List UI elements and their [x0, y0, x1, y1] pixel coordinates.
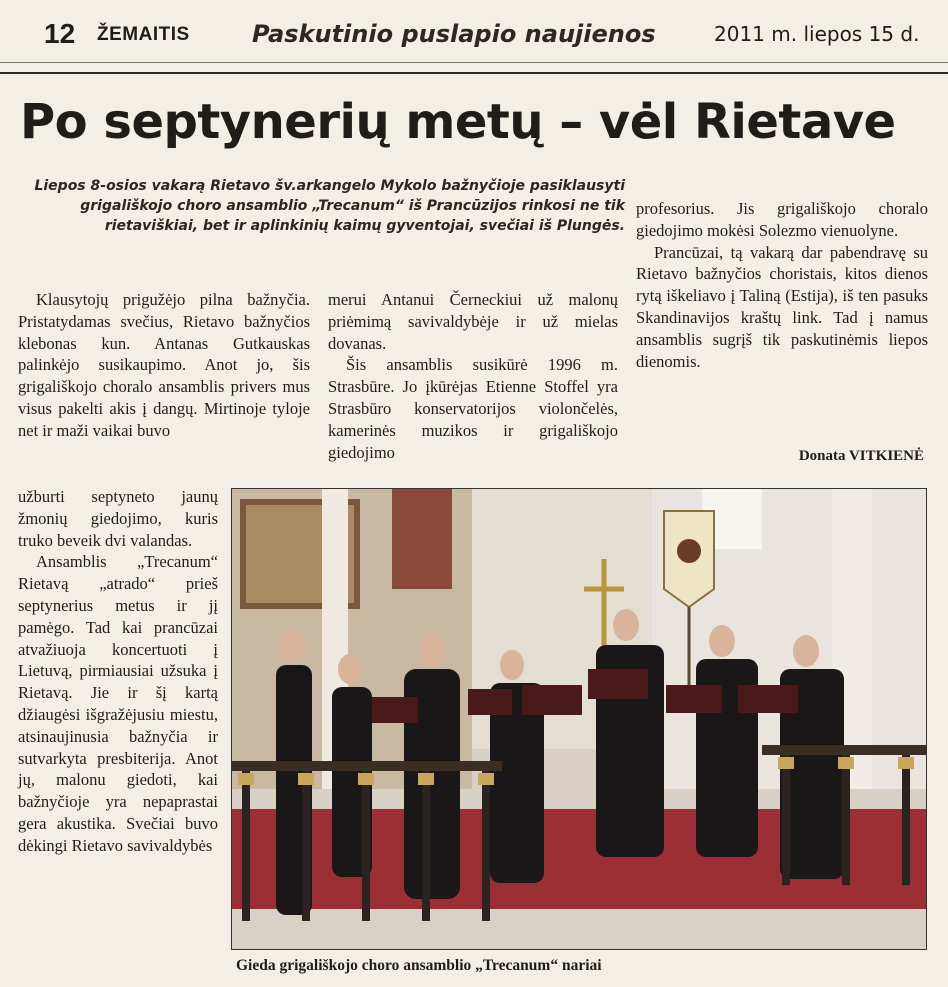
- paragraph: Ansamblis „Trecanum“ Rietavą „atrado“ prieš septynerius metus ir jį pamėgo. Tad kai prancūzai atvažiuoja koncertuoti į Lietuvą, pirmiausiai užsuka į Rietavą. Jie ir šį kartą džiaugėsi išgražėjusiu miestu, atsinaujinusia bažnyčia ir sutvarkyta presbiterija. Anot jų, malonu giedoti, kai bažnyčioje yra nepaprastai gera akustika. Svečiai buvo dėkingi Rietavo savivaldybės: [18, 552, 218, 855]
- paper-name: ŽEMAITIS: [97, 24, 190, 45]
- issue-date: 2011 m. liepos 15 d.: [714, 22, 920, 46]
- paragraph: merui Antanui Černeckiui už malonų priėmimą savivaldybėje ir už mielas dovanas.: [328, 290, 618, 353]
- column-3: [636, 198, 928, 372]
- article-headline: Po septynerių metų – vėl Rietave: [20, 94, 896, 150]
- paragraph: Klausytojų prigužėjo pilna bažnyčia. Pristatydamas svečius, Rietavo bažnyčios klebonas kun. Antanas Gutkauskas palinkėjo susikaupimo. Anot jo, šis grigališkojo choralo ansamblis privers mus visus pakelti akis į dangų. Mirtinoje tyloje net ir maži vaikai buvo: [18, 290, 310, 440]
- photo-caption: Gieda grigališkojo choro ansamblio „Trecanum“ nariai: [236, 957, 602, 974]
- page-number: 12: [44, 18, 76, 49]
- column-1-lower: [18, 486, 218, 857]
- photo-illustration: [232, 489, 926, 949]
- author-byline: Donata VITKIENĖ: [798, 448, 924, 464]
- paragraph: Prancūzai, tą vakarą dar pabendravę su Rietavo bažnyčios choristais, kitos dienos rytą iškeliavo į Taliną (Estija), iš ten pasuks Skandinavijos kraštų link. Tad į namus ansamblis sugrįš tik paskutinėmis liepos dienomis.: [636, 242, 928, 371]
- column-2: [328, 289, 618, 463]
- header-rule: [0, 62, 948, 63]
- ensemble-photo: [231, 488, 927, 950]
- page-header: [0, 0, 948, 74]
- column-1-upper: [18, 289, 310, 442]
- section-title: Paskutinio puslapio naujienos: [252, 20, 656, 48]
- paragraph: Šis ansamblis susikūrė 1996 m. Strasbūre. Jo įkūrėjas Etienne Stoffel yra Strasbūro konservatorijos violončelės, kamerinės muzikos ir grigališkojo giedojimo: [328, 355, 618, 462]
- paragraph: profesorius. Jis grigališkojo choralo giedojimo mokėsi Solezmo vienuolyne.: [636, 199, 928, 240]
- paragraph: užburti septyneto jaunų žmonių giedojimo, kuris truko beveik dvi valandas.: [18, 487, 218, 550]
- article-lead: Liepos 8-osios vakarą Rietavo šv.arkangelo Mykolo bažnyčioje pasiklausyti grigališkojo choro ansamblio „Trecanum“ iš Prancūzijos rinkosi ne tik rietaviškiai, bet ir aplinkinių kaimų gyventojai, svečiai iš Plungės.: [34, 178, 625, 234]
